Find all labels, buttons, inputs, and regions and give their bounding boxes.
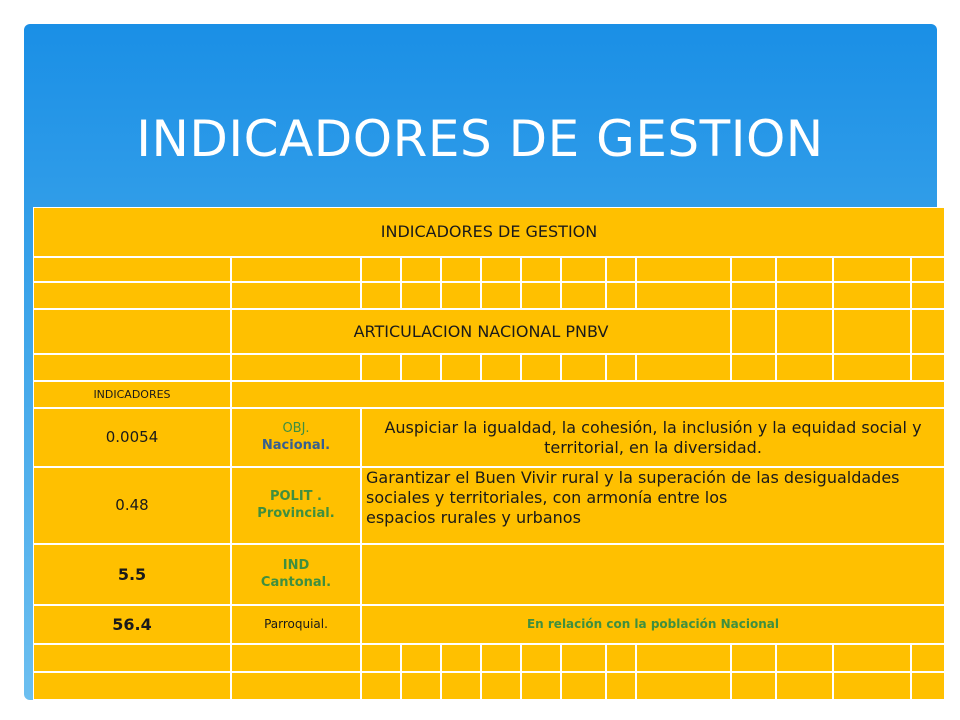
empty-cell	[776, 644, 833, 672]
articulacion-header: ARTICULACION NACIONAL PNBV	[231, 309, 731, 354]
empty-cell	[33, 644, 231, 672]
empty-cell	[481, 644, 521, 672]
empty-cell	[833, 257, 911, 282]
empty-cell	[911, 282, 945, 309]
indicator-value: 5.5	[33, 544, 231, 605]
description-cell	[361, 467, 945, 544]
empty-cell	[441, 257, 481, 282]
empty-cell	[833, 672, 911, 700]
empty-cell	[521, 644, 561, 672]
empty-cell	[401, 644, 441, 672]
note-cell: En relación con la población Nacional	[361, 605, 945, 644]
empty-cell	[441, 282, 481, 309]
empty-cell	[231, 354, 361, 381]
empty-cell	[911, 354, 945, 381]
level-cell	[231, 467, 361, 544]
description-cell: Auspiciar la igualdad, la cohesión, la inclusión y la equidad social y territorial, en la diversidad.	[361, 408, 945, 467]
empty-cell	[441, 672, 481, 700]
empty-cell	[561, 672, 606, 700]
description-line: espacios rurales y urbanos	[366, 508, 581, 527]
empty-cell	[361, 544, 945, 605]
level-b-label: Nacional.	[261, 437, 331, 453]
indicator-value: 56.4	[33, 605, 231, 644]
empty-cell	[361, 257, 401, 282]
indicator-value: 0.48	[33, 467, 231, 544]
empty-cell	[731, 282, 776, 309]
empty-cell	[606, 644, 636, 672]
empty-cell	[776, 257, 833, 282]
empty-cell	[33, 257, 231, 282]
level-cell	[231, 544, 361, 605]
empty-cell	[361, 354, 401, 381]
empty-cell	[911, 672, 945, 700]
empty-cell	[776, 309, 833, 354]
description-line: sociales y territoriales, con armonía entre los	[366, 488, 728, 507]
level-b-label: Provincial.	[257, 505, 335, 521]
empty-cell	[481, 257, 521, 282]
indicator-value: 0.0054	[33, 408, 231, 467]
empty-cell	[33, 282, 231, 309]
empty-cell	[33, 672, 231, 700]
empty-cell	[776, 354, 833, 381]
empty-cell	[731, 257, 776, 282]
empty-cell	[636, 672, 731, 700]
empty-cell	[521, 354, 561, 381]
empty-cell	[401, 354, 441, 381]
level-a-label: POLIT .	[269, 489, 323, 505]
empty-cell	[561, 354, 606, 381]
empty-cell	[833, 282, 911, 309]
empty-cell	[731, 672, 776, 700]
empty-cell	[833, 354, 911, 381]
empty-cell	[636, 354, 731, 381]
empty-cell	[231, 381, 945, 408]
empty-cell	[561, 282, 606, 309]
empty-cell	[481, 354, 521, 381]
empty-cell	[401, 282, 441, 309]
empty-cell	[231, 282, 361, 309]
level-a-label: IND	[282, 558, 310, 574]
indicadores-label: INDICADORES	[33, 381, 231, 408]
empty-cell	[521, 672, 561, 700]
empty-cell	[606, 257, 636, 282]
empty-cell	[833, 309, 911, 354]
empty-cell	[361, 282, 401, 309]
empty-cell	[231, 257, 361, 282]
empty-cell	[636, 644, 731, 672]
empty-cell	[361, 672, 401, 700]
empty-cell	[441, 644, 481, 672]
empty-cell	[606, 672, 636, 700]
empty-cell	[911, 257, 945, 282]
empty-cell	[731, 309, 776, 354]
empty-cell	[606, 354, 636, 381]
empty-cell	[561, 257, 606, 282]
description-line: Garantizar el Buen Vivir rural y la superación de las desigualdades	[366, 468, 900, 487]
slide-title: INDICADORES DE GESTION	[136, 110, 824, 168]
level-a-label: OBJ.	[282, 421, 310, 437]
empty-cell	[481, 282, 521, 309]
empty-cell	[833, 644, 911, 672]
level-cell	[231, 408, 361, 467]
empty-cell	[401, 257, 441, 282]
empty-cell	[401, 672, 441, 700]
empty-cell	[521, 282, 561, 309]
empty-cell	[441, 354, 481, 381]
empty-cell	[33, 309, 231, 354]
empty-cell	[911, 309, 945, 354]
empty-cell	[33, 354, 231, 381]
empty-cell	[731, 644, 776, 672]
empty-cell	[231, 672, 361, 700]
empty-cell	[521, 257, 561, 282]
level-a-label: Parroquial.	[231, 605, 361, 644]
empty-cell	[731, 354, 776, 381]
empty-cell	[636, 282, 731, 309]
empty-cell	[776, 672, 833, 700]
empty-cell	[561, 644, 606, 672]
empty-cell	[361, 644, 401, 672]
indicators-table	[33, 207, 945, 700]
empty-cell	[606, 282, 636, 309]
empty-cell	[636, 257, 731, 282]
level-b-label: Cantonal.	[260, 574, 332, 590]
empty-cell	[911, 644, 945, 672]
empty-cell	[481, 672, 521, 700]
table-header-title: INDICADORES DE GESTION	[33, 207, 945, 257]
empty-cell	[776, 282, 833, 309]
empty-cell	[231, 644, 361, 672]
